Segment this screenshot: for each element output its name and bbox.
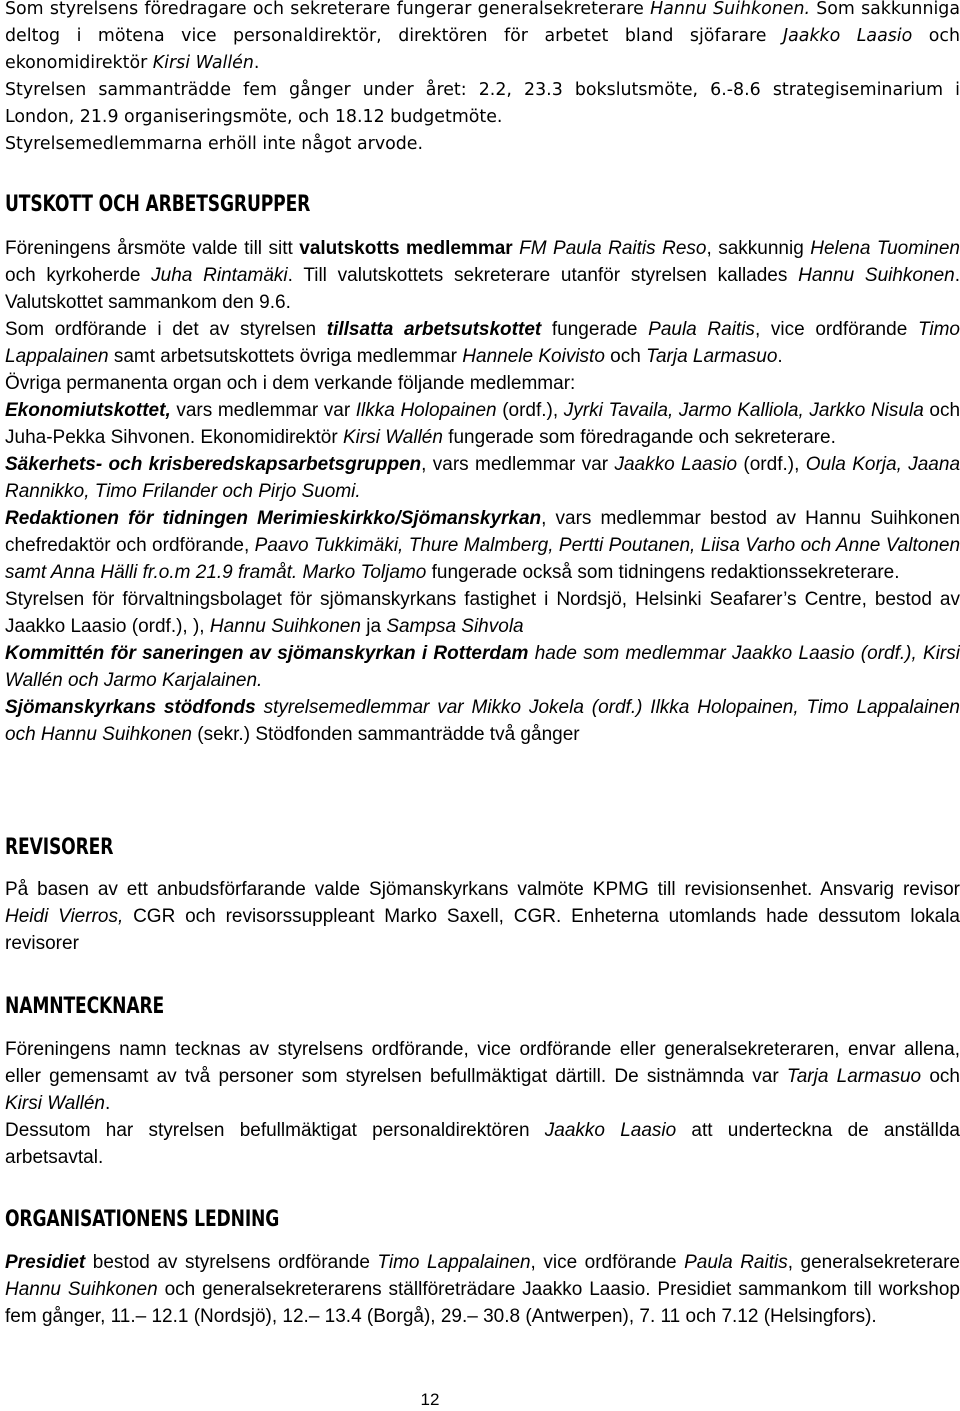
utskott-paragraph-8 [5,640,960,694]
utskott-paragraph-7 [5,586,960,640]
person-name: Hannu Suihkonen [209,616,361,637]
text: , vice ordförande [530,1252,685,1273]
namntecknare-section [5,1036,960,1171]
person-name: Juha Rintamäki [151,265,288,286]
person-name: Kirsi Wallén [152,53,254,73]
text: , vars medlemmar var [421,454,615,475]
text: , generalsekreterare [787,1252,960,1273]
text: Föreningens årsmöte valde till sitt [5,238,300,259]
person-name: Hannu Suihkonen [5,1279,158,1300]
heading-revisorer: REVISORER [5,835,114,860]
text: fungerade också som tidningens redaktionssekreterare. [426,562,900,583]
text: och [604,346,647,367]
text: , vars medlemmar bestod av Hannu Suihkonen chefredaktör och ordförande, [5,508,960,556]
text: . [104,1093,111,1114]
text: bestod av styrelsens ordförande [85,1252,378,1273]
text: CGR och revisorssuppleant Marko Saxell, CGR. Enheterna utomlands hade dessutom lokala revisorer [5,906,960,954]
person-name: Tarja Larmasuo [786,1066,922,1087]
bold-term: Ekonomiutskottet, [5,400,171,421]
person-name: FM Paula Raitis Reso [519,238,707,259]
text: Som styrelsens föredragare och sekreterare fungerar generalsekreterare [5,0,651,19]
person-name: Jaakko Laasio [544,1120,677,1141]
namntecknare-paragraph-1 [5,1036,960,1117]
text: Styrelsen för förvaltningsbolaget för sjömanskyrkans fastighet i Nordsjö, Helsinki Seafarer’s Centre, bestod av Jaakko Laasio (ordf.), ), [5,589,960,637]
person-name: Tarja Larmasuo [646,346,778,367]
text: . [777,346,783,367]
text: och [921,1066,960,1087]
text: att underteckna de anställda arbetsavtal. [5,1120,960,1168]
intro-section [5,0,960,158]
utskott-paragraph-9 [5,694,960,748]
namntecknare-paragraph-2 [5,1117,960,1171]
text: . [253,53,260,73]
person-name: Timo Lappalainen [5,319,960,367]
text: Som ordförande i det av styrelsen [5,319,327,340]
person-name: Helena Tuominen [810,238,960,259]
heading-namntecknare: NAMNTECKNARE [5,994,165,1019]
intro-paragraph-3: Styrelsemedlemmarna erhöll inte något arvode. [5,134,424,154]
person-name: Hannu Suihkonen. [650,0,811,19]
heading-ledning: ORGANISATIONENS LEDNING [5,1207,280,1232]
text: (ordf.), [496,400,564,421]
utskott-paragraph-4 [5,397,960,451]
text: . Till valutskottets sekreterare utanför styrelsen kallades [287,265,799,286]
bold-term: valutskotts medlemmar [299,238,513,259]
text: och kyrkoherde [5,265,152,286]
person-name: Oula Korja, Jaana Rannikko, Timo Frilander och Pirjo Suomi. [5,454,960,502]
text: styrelsemedlemmar var Mikko Jokela (ordf.) Ilkka Holopainen, Timo Lappalainen och Hannu Suihkonen [5,697,960,745]
text: vars medlemmar var [170,400,356,421]
bold-term: Presidiet [5,1252,86,1273]
person-name: Timo Lappalainen [377,1252,531,1273]
text: (ordf.), [737,454,806,475]
person-name: Hannele Koivisto [462,346,605,367]
text: fungerade som föredragande och sekreterare. [442,427,836,448]
person-name: Paula Raitis [648,319,755,340]
text: (sekr.) Stödfonden sammanträdde två gånger [191,724,580,745]
text: och ekonomidirektör [5,26,960,73]
ledning-paragraph-1 [5,1249,960,1330]
text: Som sakkunniga deltog i mötena vice personaldirektör, direktören för arbetet bland sjöfarare [5,0,960,46]
text: Dessutom har styrelsen befullmäktigat personaldirektören [5,1120,545,1141]
person-name: Jaakko Laasio [783,26,913,46]
person-name: Paavo Tukkimäki, Thure Malmberg, Pertti Poutanen, Liisa Varho och Anne Valtonen samt Anna Hälli fr.o.m 21.9 framåt. [5,535,960,583]
person-name: Heidi Vierros, [5,906,124,927]
intro-paragraph-2: Styrelsen sammanträdde fem gånger under året: 2.2, 23.3 bokslutsmöte, 6.-8.6 strategiseminarium i London, 21.9 organiseringsmöte, och 18.12 budgetmöte. [5,80,960,127]
utskott-paragraph-2 [5,316,960,370]
revisorer-paragraph-1 [5,876,960,957]
text: På basen av ett anbudsförfarande valde Sjömanskyrkans valmöte KPMG till revisionsenhet. Ansvarig revisor [5,879,960,900]
text: samt arbetsutskottets övriga medlemmar [108,346,463,367]
page-number: 12 [420,1390,440,1409]
person-name: Sampsa Sihvola [386,616,524,637]
text: hade som medlemmar Jaakko Laasio (ordf.), Kirsi Wallén och Jarmo Karjalainen. [5,643,960,691]
utskott-paragraph-1 [5,235,960,316]
bold-term: Kommittén för saneringen av sjömanskyrkan i Rotterdam [5,643,529,664]
bold-term: tillsatta arbetsutskottet [326,319,542,340]
utskott-paragraph-6 [5,505,960,586]
text: Föreningens namn tecknas av styrelsens ordförande, vice ordförande eller generalsekreteraren, envar allena, eller gemensamt av två personer som styrelsen befullmäktigat därtill. De sistnämnda var [5,1039,960,1087]
text: och generalsekreterarens ställföreträdare Jaakko Laasio. Presidiet sammankom till workshop fem gånger, 11.– 12.1 (Nordsjö), 12.– 13.4 (Borgå), 29.– 30.8 (Antwerpen), 7. 11 och 7.12 (Helsingfors). [5,1279,960,1327]
person-name: Paula Raitis [684,1252,788,1273]
utskott-paragraph-5 [5,451,960,505]
revisorer-section [5,876,960,957]
text: fungerade [541,319,649,340]
intro-paragraph-1 [5,0,960,77]
person-name: Hannu Suihkonen [798,265,955,286]
person-name: Kirsi Wallén [5,1093,105,1114]
person-name: Ilkka Holopainen [355,400,497,421]
text: , sakkunnig [706,238,811,259]
bold-term: Sjömanskyrkans stödfonds [5,697,256,718]
text: ja [360,616,387,637]
text: och Juha-Pekka Sihvonen. Ekonomidirektör [5,400,960,448]
text: , vice ordförande [754,319,918,340]
bold-term: Redaktionen för tidningen Merimieskirkko/Sjömanskyrkan [5,508,542,529]
person-name: Marko Toljamo [302,562,427,583]
utskott-section [5,235,960,748]
ledning-section [5,1249,960,1330]
person-name: Jyrki Tavaila, Jarmo Kalliola, Jarkko Nisula [563,400,924,421]
bold-term: Säkerhets- och krisberedskapsarbetsgruppen [5,454,422,475]
text: . Valutskottet sammankom den 9.6. [5,265,960,313]
heading-utskott: UTSKOTT OCH ARBETSGRUPPER [5,192,311,217]
utskott-paragraph-3: Övriga permanenta organ och i dem verkande följande medlemmar: [5,373,576,394]
person-name: Jaakko Laasio [614,454,738,475]
person-name: Kirsi Wallén [342,427,443,448]
